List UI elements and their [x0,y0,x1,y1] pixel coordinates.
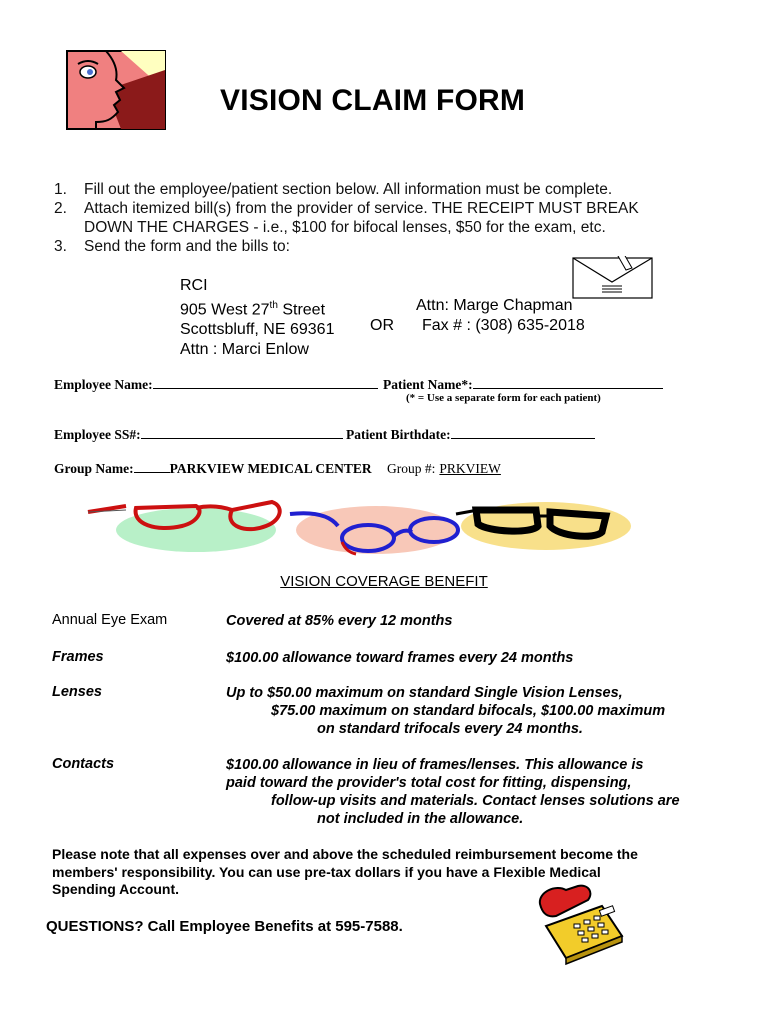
coverage-heading: VISION COVERAGE BENEFIT [280,573,488,590]
reimbursement-note: Please note that all expenses over and above the scheduled reimbursement become the members' responsibility. You can use pre-tax dollars if you have a Flexible Medical Spending Account. [52,846,638,897]
employee-name-label: Employee Name: [54,377,153,392]
instruction-item [54,237,734,256]
eyeglasses-illustration [86,496,634,560]
instruction-text: DOWN THE CHARGES - i.e., $100 for bifocal lenses, $50 for the exam, etc. [84,219,606,236]
questions-contact: QUESTIONS? Call Employee Benefits at 595-7588. [46,918,403,935]
exam-label: Annual Eye Exam [52,612,168,628]
instructions-list [54,180,734,256]
instruction-text: Send the form and the bills to: [84,238,290,255]
fax-number: Fax # : (308) 635-2018 [422,317,585,334]
patient-note: (* = Use a separate form for each patient) [406,392,601,404]
attention-line: Attn : Marci Enlow [180,341,309,359]
group-name-value: PARKVIEW MEDICAL CENTER [169,461,372,476]
lenses-text: Up to $50.00 maximum on standard Single Vision Lenses, $75.00 maximum on standard bifocals, $100.00 maximum on standard trifocals every 24 months. [226,685,666,737]
employee-ss-field[interactable] [141,424,343,439]
envelope-icon [572,256,654,300]
patient-name-field[interactable] [473,374,663,389]
company-name: RCI [180,277,208,294]
ss-birthdate-row [54,424,595,443]
frames-label: Frames [52,649,104,665]
patient-birthdate-label: Patient Birthdate: [346,427,451,442]
group-number-label: Group #: [387,461,436,476]
city-state-zip: Scottsbluff, NE 69361 [180,321,335,339]
instruction-item [54,180,734,199]
instruction-text: Fill out the employee/patient section below. All information must be complete. [84,181,613,198]
contacts-label: Contacts [52,756,115,772]
instruction-item [54,218,734,237]
group-name-label: Group Name: [54,461,134,476]
instruction-text: Attach itemized bill(s) from the provider of service. THE RECEIPT MUST BREAK [84,200,639,217]
street-address: 905 West 27th Street [180,300,326,319]
frames-text: $100.00 allowance toward frames every 24 months [226,650,574,666]
instruction-number: 2. [54,200,67,217]
or-separator: OR [370,317,394,334]
face-profile-icon [66,50,166,130]
group-row [54,460,501,477]
telephone-icon [536,884,628,966]
name-fields-row [54,374,663,393]
lenses-label: Lenses [52,684,102,700]
employee-ss-label: Employee SS#: [54,427,141,442]
instruction-number: 1. [54,181,67,198]
group-number-value: PRKVIEW [439,461,501,476]
instruction-number: 3. [54,238,67,255]
employee-name-field[interactable] [153,374,378,389]
contacts-text: $100.00 allowance in lieu of frames/lenses. This allowance is paid toward the provider's total cost for fitting, dispensing, follow-up visits and materials. Contact lenses solutions are not included in the allowance. [226,757,680,827]
page-title: VISION CLAIM FORM [220,84,526,117]
patient-birthdate-field[interactable] [451,424,595,439]
exam-text: Covered at 85% every 12 months [226,613,453,629]
attention-fax: Attn: Marge Chapman [416,297,573,314]
instruction-item [54,199,734,218]
mailing-address [180,276,334,360]
patient-name-label: Patient Name*: [382,377,473,392]
